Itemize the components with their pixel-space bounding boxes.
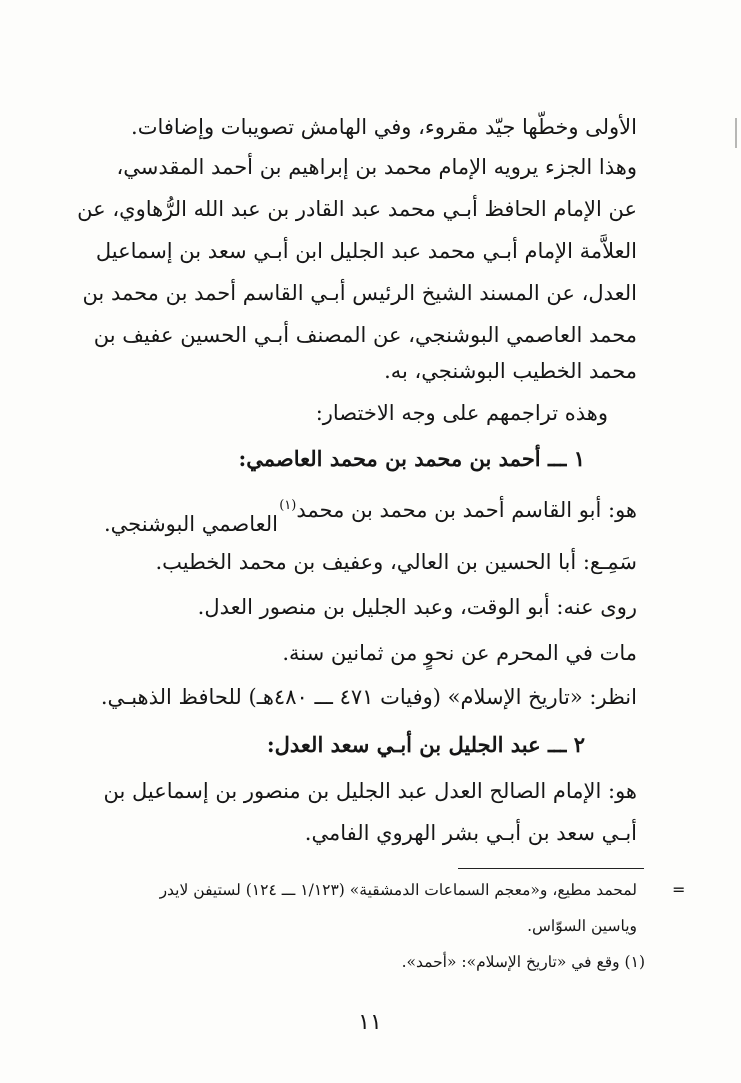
heading-entry-2: ٢ ـــ عبد الجليل بن أبـي سعد العدل: bbox=[266, 732, 585, 757]
footnote-continuation-line-1: لمحمد مطيع، و«معجم السماعات الدمشقية» (١/١٢٣ ـــ ١٢٤) لستيفن لايدر bbox=[159, 881, 637, 899]
footnote-1: (١) وقع في «تاريخ الإسلام»: «أحمد». bbox=[401, 953, 645, 971]
body-line-2: وهذا الجزء يرويه الإمام محمد بن إبراهيم بن أحمد المقدسي، bbox=[116, 155, 637, 179]
body-line-6: محمد العاصمي البوشنجي، عن المصنف أبـي الحسين عفيف بن bbox=[93, 323, 637, 347]
entry-1-name-part: هو: أبو القاسم أحمد بن محمد بن محمد bbox=[296, 498, 637, 522]
entry-1-nisba: العاصمي البوشنجي. bbox=[104, 512, 278, 536]
entry-1-reference: انظر: «تاريخ الإسلام» (وفيات ٤٧١ ـــ ٤٨٠هـ) للحافظ الذهبـي. bbox=[100, 685, 637, 709]
entry-2-line-1: هو: الإمام الصالح العدل عبد الجليل بن منصور بن إسماعيل بن bbox=[103, 779, 637, 803]
page-edge-mark bbox=[735, 118, 737, 148]
body-line-4: العلاَّمة الإمام أبـي محمد عبد الجليل ابن أبـي سعد بن إسماعيل bbox=[95, 239, 637, 263]
entry-1-heard: سَمِـع: أبا الحسين بن العالي، وعفيف بن محمد الخطيب. bbox=[155, 550, 637, 574]
body-line-5: العدل، عن المسند الشيخ الرئيس أبـي القاسم أحمد بن محمد بن bbox=[82, 281, 637, 305]
entry-1-death: مات في المحرم عن نحوٍ من ثمانين سنة. bbox=[282, 641, 637, 665]
entry-1-identity bbox=[279, 491, 637, 525]
heading-entry-1: ١ ـــ أحمد بن محمد بن محمد العاصمي: bbox=[238, 446, 585, 471]
body-line-8: وهذه تراجمهم على وجه الاختصار: bbox=[315, 401, 608, 425]
footnote-separator bbox=[458, 868, 644, 869]
entry-2-line-2: أبـي سعد بن أبـي بشر الهروي الفامي. bbox=[304, 821, 637, 845]
entry-1-narrators: روى عنه: أبو الوقت، وعبد الجليل بن منصور العدل. bbox=[197, 595, 637, 619]
body-line-3: عن الإمام الحافظ أبـي محمد عبد القادر بن عبد الله الرُّهاوي، عن bbox=[77, 197, 637, 221]
page-number: ١١ bbox=[358, 1010, 382, 1035]
footnote-ref-1: (١) bbox=[279, 498, 297, 513]
footnote-continuation-line-2: وياسين السوّاس. bbox=[527, 917, 637, 935]
footnote-continuation-marker: = bbox=[672, 880, 686, 899]
body-line-7: محمد الخطيب البوشنجي، به. bbox=[384, 359, 637, 383]
body-line-1: الأولى وخطّها جيّد مقروء، وفي الهامش تصويبات وإضافات. bbox=[131, 115, 637, 139]
